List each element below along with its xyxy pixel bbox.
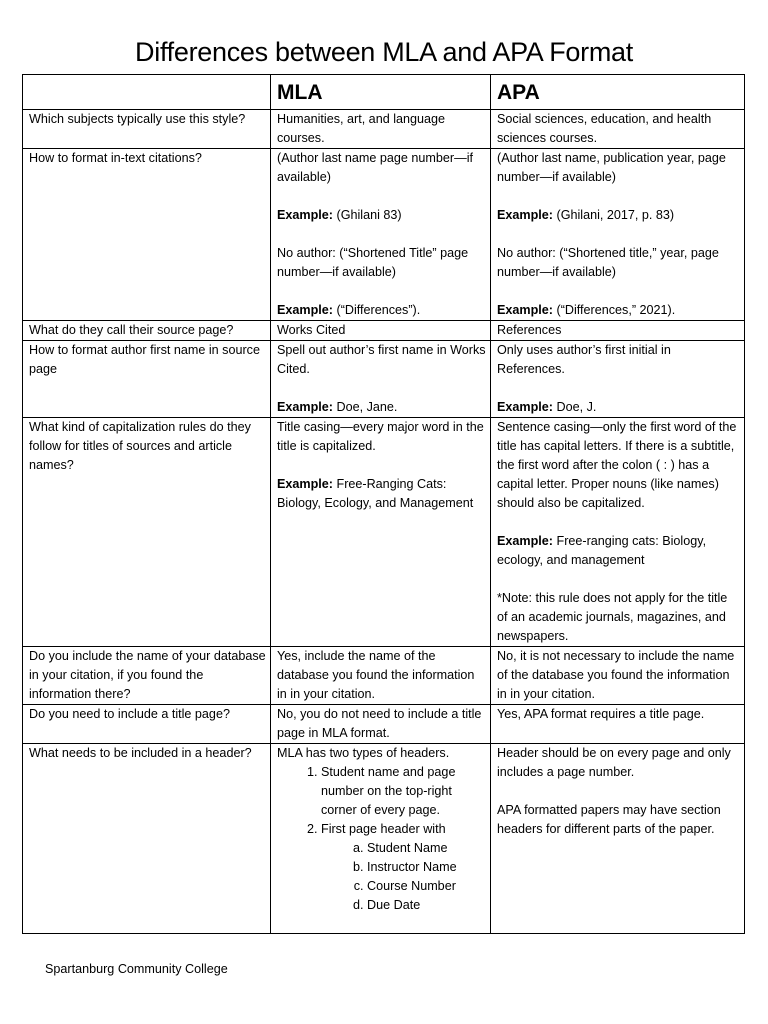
apa-text: Header should be on every page and only includes a page number.	[497, 746, 731, 779]
first-page-header-list	[321, 839, 486, 915]
apa-text: Only uses author’s first initial in References.	[497, 343, 671, 376]
apa-text: (Author last name, publication year, page number—if available)	[497, 151, 726, 184]
apa-example	[497, 398, 740, 417]
example-label: Example:	[497, 400, 553, 414]
mla-text: Humanities, art, and language courses.	[277, 112, 446, 145]
example-text: (“Differences,” 2021).	[553, 303, 676, 317]
example-text: Doe, Jane.	[333, 400, 398, 414]
apa-note: *Note: this rule does not apply for the title of an academic journals, magazines, and newspapers.	[497, 591, 728, 643]
question-text: Do you need to include a title page?	[29, 707, 230, 721]
example-label: Example:	[277, 477, 333, 491]
example-label: Example:	[277, 400, 333, 414]
example-text: Doe, J.	[553, 400, 597, 414]
question-text: How to format in-text citations?	[29, 151, 202, 165]
apa-text: APA formatted papers may have section headers for different parts of the paper.	[497, 803, 721, 836]
list-item	[321, 820, 486, 915]
list-item: 1. Student name and page number on the top-right corner of every page.	[321, 763, 486, 820]
apa-text: No author: (“Shortened title,” year, page number—if available)	[497, 246, 719, 279]
apa-text: References	[497, 323, 562, 337]
mla-text: Yes, include the name of the database you found the information in in your citation.	[277, 649, 475, 701]
apa-cell	[491, 647, 745, 705]
mla-cell	[271, 744, 491, 934]
question-text: How to format author first name in source page	[29, 343, 260, 376]
question-text: Do you include the name of your database in your citation, if you found the information there?	[29, 649, 266, 701]
question-text: What kind of capitalization rules do they follow for titles of sources and article names?	[29, 420, 251, 472]
apa-text: Social sciences, education, and health sciences courses.	[497, 112, 712, 145]
list-item: b. Instructor Name	[367, 858, 486, 877]
apa-text: No, it is not necessary to include the name of the database you found the information in in your citation.	[497, 649, 735, 701]
example-label: Example:	[497, 534, 553, 548]
header-types-list	[277, 763, 486, 915]
mla-example	[277, 398, 486, 417]
mla-cell	[271, 341, 491, 418]
example-text: Free-ranging cats: Biology, ecology, and management	[497, 534, 707, 567]
table-row	[23, 647, 745, 705]
mla-cell	[271, 149, 491, 321]
mla-text: Spell out author’s first name in Works Cited.	[277, 343, 486, 376]
apa-cell	[491, 418, 745, 647]
table-row	[23, 705, 745, 744]
apa-cell	[491, 321, 745, 341]
question-cell	[23, 149, 271, 321]
apa-cell	[491, 149, 745, 321]
mla-example	[277, 206, 486, 225]
mla-cell	[271, 321, 491, 341]
mla-text: No author: (“Shortened Title” page number—if available)	[277, 246, 469, 279]
table-row	[23, 149, 745, 321]
apa-cell	[491, 110, 745, 149]
mla-cell	[271, 110, 491, 149]
mla-example	[277, 475, 486, 513]
list-item: a. Student Name	[367, 839, 486, 858]
mla-text: Works Cited	[277, 323, 346, 337]
apa-cell	[491, 744, 745, 934]
example-label: Example:	[277, 208, 333, 222]
list-item-text: First page header with	[321, 822, 446, 836]
question-cell	[23, 744, 271, 934]
example-label: Example:	[497, 303, 553, 317]
example-text: Free-Ranging Cats: Biology, Ecology, and Management	[277, 477, 474, 510]
apa-example	[497, 532, 740, 570]
mla-cell	[271, 418, 491, 647]
list-item: c. Course Number	[367, 877, 486, 896]
table-row	[23, 744, 745, 934]
question-cell	[23, 647, 271, 705]
table-row	[23, 418, 745, 647]
comparison-table	[22, 74, 745, 934]
question-cell	[23, 341, 271, 418]
example-text: (Ghilani 83)	[333, 208, 402, 222]
apa-cell	[491, 705, 745, 744]
header-row	[23, 75, 745, 110]
header-blank	[23, 75, 271, 110]
table-row	[23, 341, 745, 418]
mla-text: Title casing—every major word in the title is capitalized.	[277, 420, 484, 453]
page-title: Differences between MLA and APA Format	[135, 37, 633, 67]
apa-example	[497, 301, 740, 320]
mla-text: MLA has two types of headers.	[277, 746, 450, 760]
mla-cell	[271, 647, 491, 705]
header-mla: MLA	[271, 75, 491, 110]
table-row	[23, 321, 745, 341]
question-cell	[23, 110, 271, 149]
example-text: (Ghilani, 2017, p. 83)	[553, 208, 675, 222]
apa-text: Yes, APA format requires a title page.	[497, 707, 705, 721]
mla-example	[277, 301, 486, 320]
question-cell	[23, 705, 271, 744]
question-cell	[23, 321, 271, 341]
example-text: (“Differences”).	[333, 303, 421, 317]
question-cell	[23, 418, 271, 647]
header-apa: APA	[491, 75, 745, 110]
mla-text: (Author last name page number—if available)	[277, 151, 474, 184]
question-text: Which subjects typically use this style?	[29, 112, 246, 126]
mla-text: No, you do not need to include a title page in MLA format.	[277, 707, 482, 740]
apa-text: Sentence casing—only the first word of the title has capital letters. If there is a subtitle, the first word after the colon ( : ) has a capital letter. Proper nouns (like names) should also be capitalized.	[497, 420, 737, 510]
mla-cell	[271, 705, 491, 744]
footer-text: Spartanburg Community College	[45, 962, 228, 976]
question-text: What do they call their source page?	[29, 323, 234, 337]
example-label: Example:	[497, 208, 553, 222]
list-item: d. Due Date	[367, 896, 486, 915]
table-row	[23, 110, 745, 149]
apa-example	[497, 206, 740, 225]
example-label: Example:	[277, 303, 333, 317]
apa-cell	[491, 341, 745, 418]
question-text: What needs to be included in a header?	[29, 746, 252, 760]
